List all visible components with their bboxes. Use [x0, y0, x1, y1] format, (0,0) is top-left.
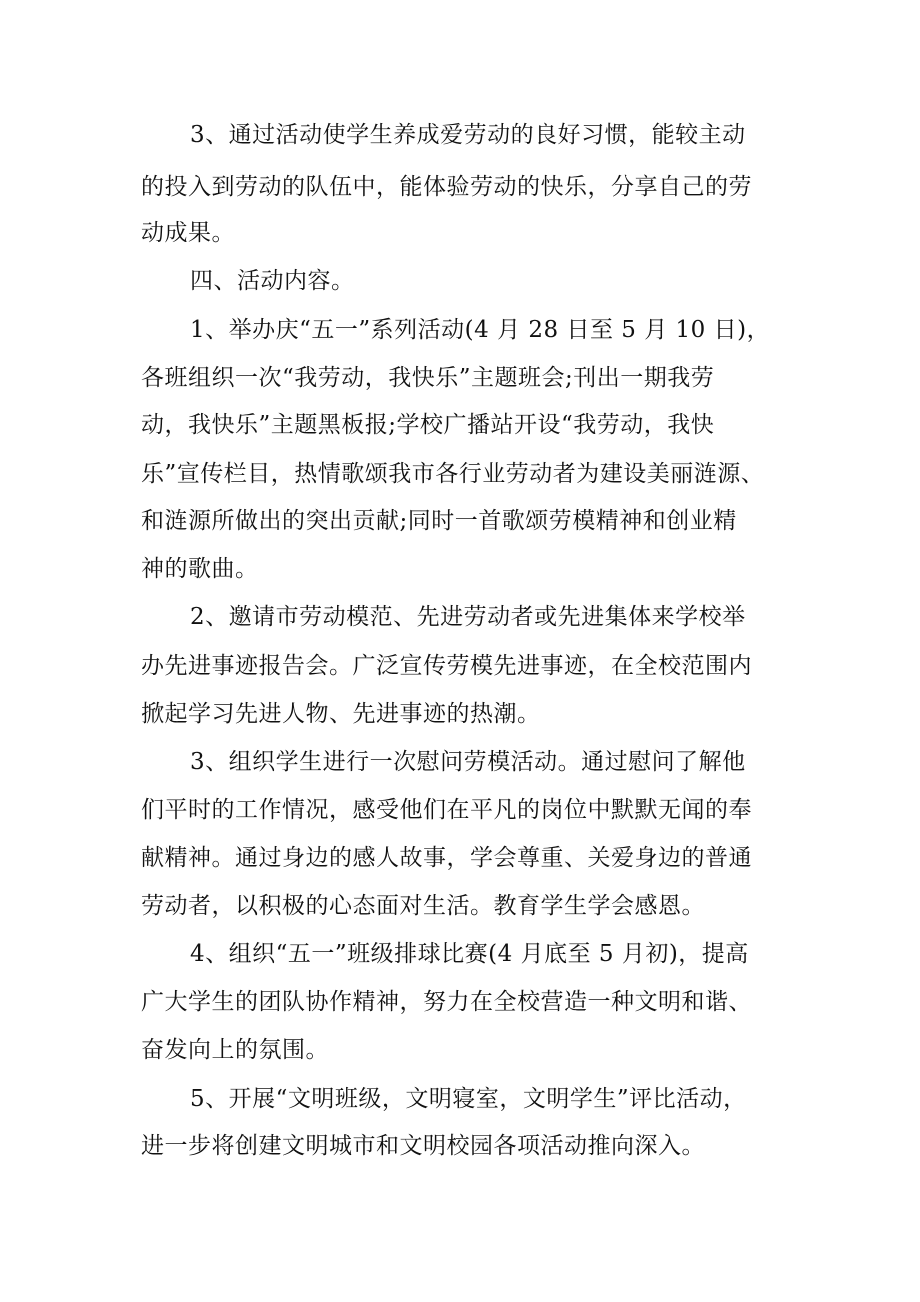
paragraph-line: 们平时的工作情况，感受他们在平凡的岗位中默默无闻的奉	[141, 797, 752, 823]
paragraph-line: 神的歌曲。	[141, 556, 259, 582]
paragraph-line: 3、组织学生进行一次慰问劳模活动。通过慰问了解他	[190, 749, 746, 775]
paragraph-line: 献精神。通过身边的感人故事，学会尊重、关爱身边的普通	[141, 845, 752, 871]
paragraph-line: 的投入到劳动的队伍中，能体验劳动的快乐，分享自己的劳	[141, 174, 752, 200]
paragraph-line: 1、举办庆“五一”系列活动(4 月 28 日至 5 月 10 日)，	[190, 317, 771, 343]
paragraph-line: 广大学生的团队协作精神，努力在全校营造一种文明和谐、	[141, 989, 752, 1015]
paragraph-line: 4、组织“五一”班级排球比赛(4 月底至 5 月初)，提高	[190, 941, 749, 967]
paragraph-line: 劳动者，以积极的心态面对生活。教育学生学会感恩。	[141, 893, 705, 919]
paragraph-line: 进一步将创建文明城市和文明校园各项活动推向深入。	[141, 1133, 705, 1159]
paragraph-line: 3、通过活动使学生养成爱劳动的良好习惯，能较主动	[190, 122, 746, 148]
paragraph-line: 办先进事迹报告会。广泛宣传劳模先进事迹，在全校范围内	[141, 653, 752, 679]
paragraph-line: 5、开展“文明班级，文明寝室，文明学生”评比活动，	[190, 1086, 747, 1112]
paragraph-line: 动成果。	[141, 220, 235, 246]
paragraph-line: 和涟源所做出的突出贡献;同时一首歌颂劳模精神和创业精	[141, 508, 737, 534]
paragraph-line: 奋发向上的氛围。	[141, 1037, 329, 1063]
paragraph-line: 2、邀请市劳动模范、先进劳动者或先进集体来学校举	[190, 604, 746, 630]
section-heading: 四、活动内容。	[190, 268, 355, 294]
paragraph-line: 动，我快乐”主题黑板报;学校广播站开设“我劳动，我快	[141, 412, 715, 438]
paragraph-line: 各班组织一次“我劳动，我快乐”主题班会;刊出一期我劳	[141, 365, 715, 391]
paragraph-line: 掀起学习先进人物、先进事迹的热潮。	[141, 701, 541, 727]
paragraph-line: 乐”宣传栏目，热情歌颂我市各行业劳动者为建设美丽涟源、	[141, 461, 765, 487]
